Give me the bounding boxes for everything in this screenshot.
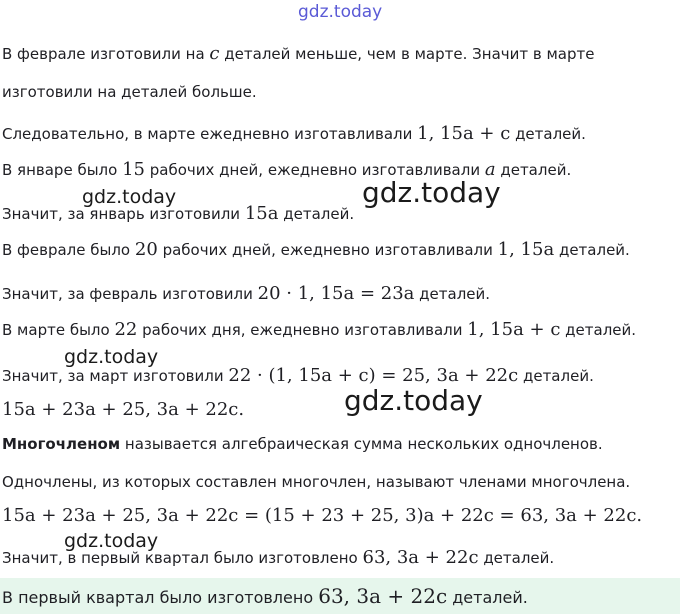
text: рабочих дней, ежедневно изготавливали xyxy=(157,241,498,259)
text: деталей. xyxy=(278,205,355,223)
text: Значит, в первый квартал было изготовлено xyxy=(2,549,363,567)
text-line-13 xyxy=(2,506,642,526)
text-line-3 xyxy=(2,124,586,144)
term-bold: Многочленом xyxy=(2,435,121,453)
text: деталей. xyxy=(414,285,491,303)
text: Следовательно, в марте ежедневно изготавливали xyxy=(2,125,418,143)
text: В марте было xyxy=(2,321,115,339)
text: В первый квартал было изготовлено xyxy=(2,588,319,607)
math-expr: 15a xyxy=(244,203,279,224)
watermark: gdz.today xyxy=(362,176,501,209)
text: Одночлены, из которых составлен многочлен, называют членами многочлена. xyxy=(2,473,631,491)
text: деталей. xyxy=(554,241,630,259)
text: называется алгебраическая сумма нескольких одночленов. xyxy=(120,435,603,453)
text-line-11 xyxy=(2,434,603,454)
text-line-12 xyxy=(2,472,630,492)
watermark: gdz.today xyxy=(82,186,177,208)
math-expr: 15 xyxy=(122,159,145,180)
text-line-8 xyxy=(2,320,636,340)
watermark: gdz.today xyxy=(64,530,159,552)
text: В феврале изготовили на xyxy=(2,45,210,63)
header-watermark: gdz.today xyxy=(298,2,383,22)
text: деталей. xyxy=(447,588,528,607)
answer-line xyxy=(2,586,528,608)
math-var: a xyxy=(484,159,496,180)
text-line-10 xyxy=(2,400,244,420)
math-expr: 20 xyxy=(134,239,158,260)
math-expr: 1, 15a + c xyxy=(417,123,511,144)
math-expr: 22 xyxy=(114,319,138,340)
text-line-1 xyxy=(2,44,594,64)
math-expr: 63, 3a + 22c xyxy=(362,547,479,568)
text: Значит, за февраль изготовили xyxy=(2,285,258,303)
text: деталей меньше, чем в марте. Значит в марте xyxy=(219,45,595,63)
math-expr: 22 · (1, 15a + c) = 25, 3a + 22c xyxy=(228,365,519,386)
math-var: c xyxy=(209,43,220,64)
text: рабочих дней, ежедневно изготавливали xyxy=(144,161,485,179)
text: рабочих дня, ежедневно изготавливали xyxy=(137,321,468,339)
text-line-2 xyxy=(2,82,257,102)
text-line-7 xyxy=(2,284,490,304)
text: деталей. xyxy=(478,549,555,567)
watermark: gdz.today xyxy=(64,346,159,368)
text-line-9 xyxy=(2,366,594,386)
text: деталей. xyxy=(495,161,572,179)
text: деталей. xyxy=(518,367,594,385)
text: Значит, за март изготовили xyxy=(2,367,229,385)
math-expr: 15a + 23a + 25, 3a + 22c. xyxy=(2,399,245,420)
watermark: gdz.today xyxy=(344,384,483,417)
text: деталей. xyxy=(560,321,637,339)
math-expr: 15a + 23a + 25, 3a + 22c = (15 + 23 + 25, 3)a + 22c = 63, 3a + 22c. xyxy=(2,505,643,526)
math-expr: 63, 3a + 22c xyxy=(318,584,448,608)
text: деталей. xyxy=(510,125,586,143)
math-expr: 1, 15a xyxy=(497,239,555,260)
text: изготовили на деталей больше. xyxy=(2,83,257,101)
text: Значит, за январь изготовили xyxy=(2,205,245,223)
text-line-5 xyxy=(2,204,354,224)
math-expr: 20 · 1, 15a = 23a xyxy=(257,283,415,304)
math-expr: 1, 15a + c xyxy=(467,319,561,340)
text: В январе было xyxy=(2,161,123,179)
answer-box xyxy=(0,578,680,614)
text-line-6 xyxy=(2,240,630,260)
text: В феврале было xyxy=(2,241,135,259)
